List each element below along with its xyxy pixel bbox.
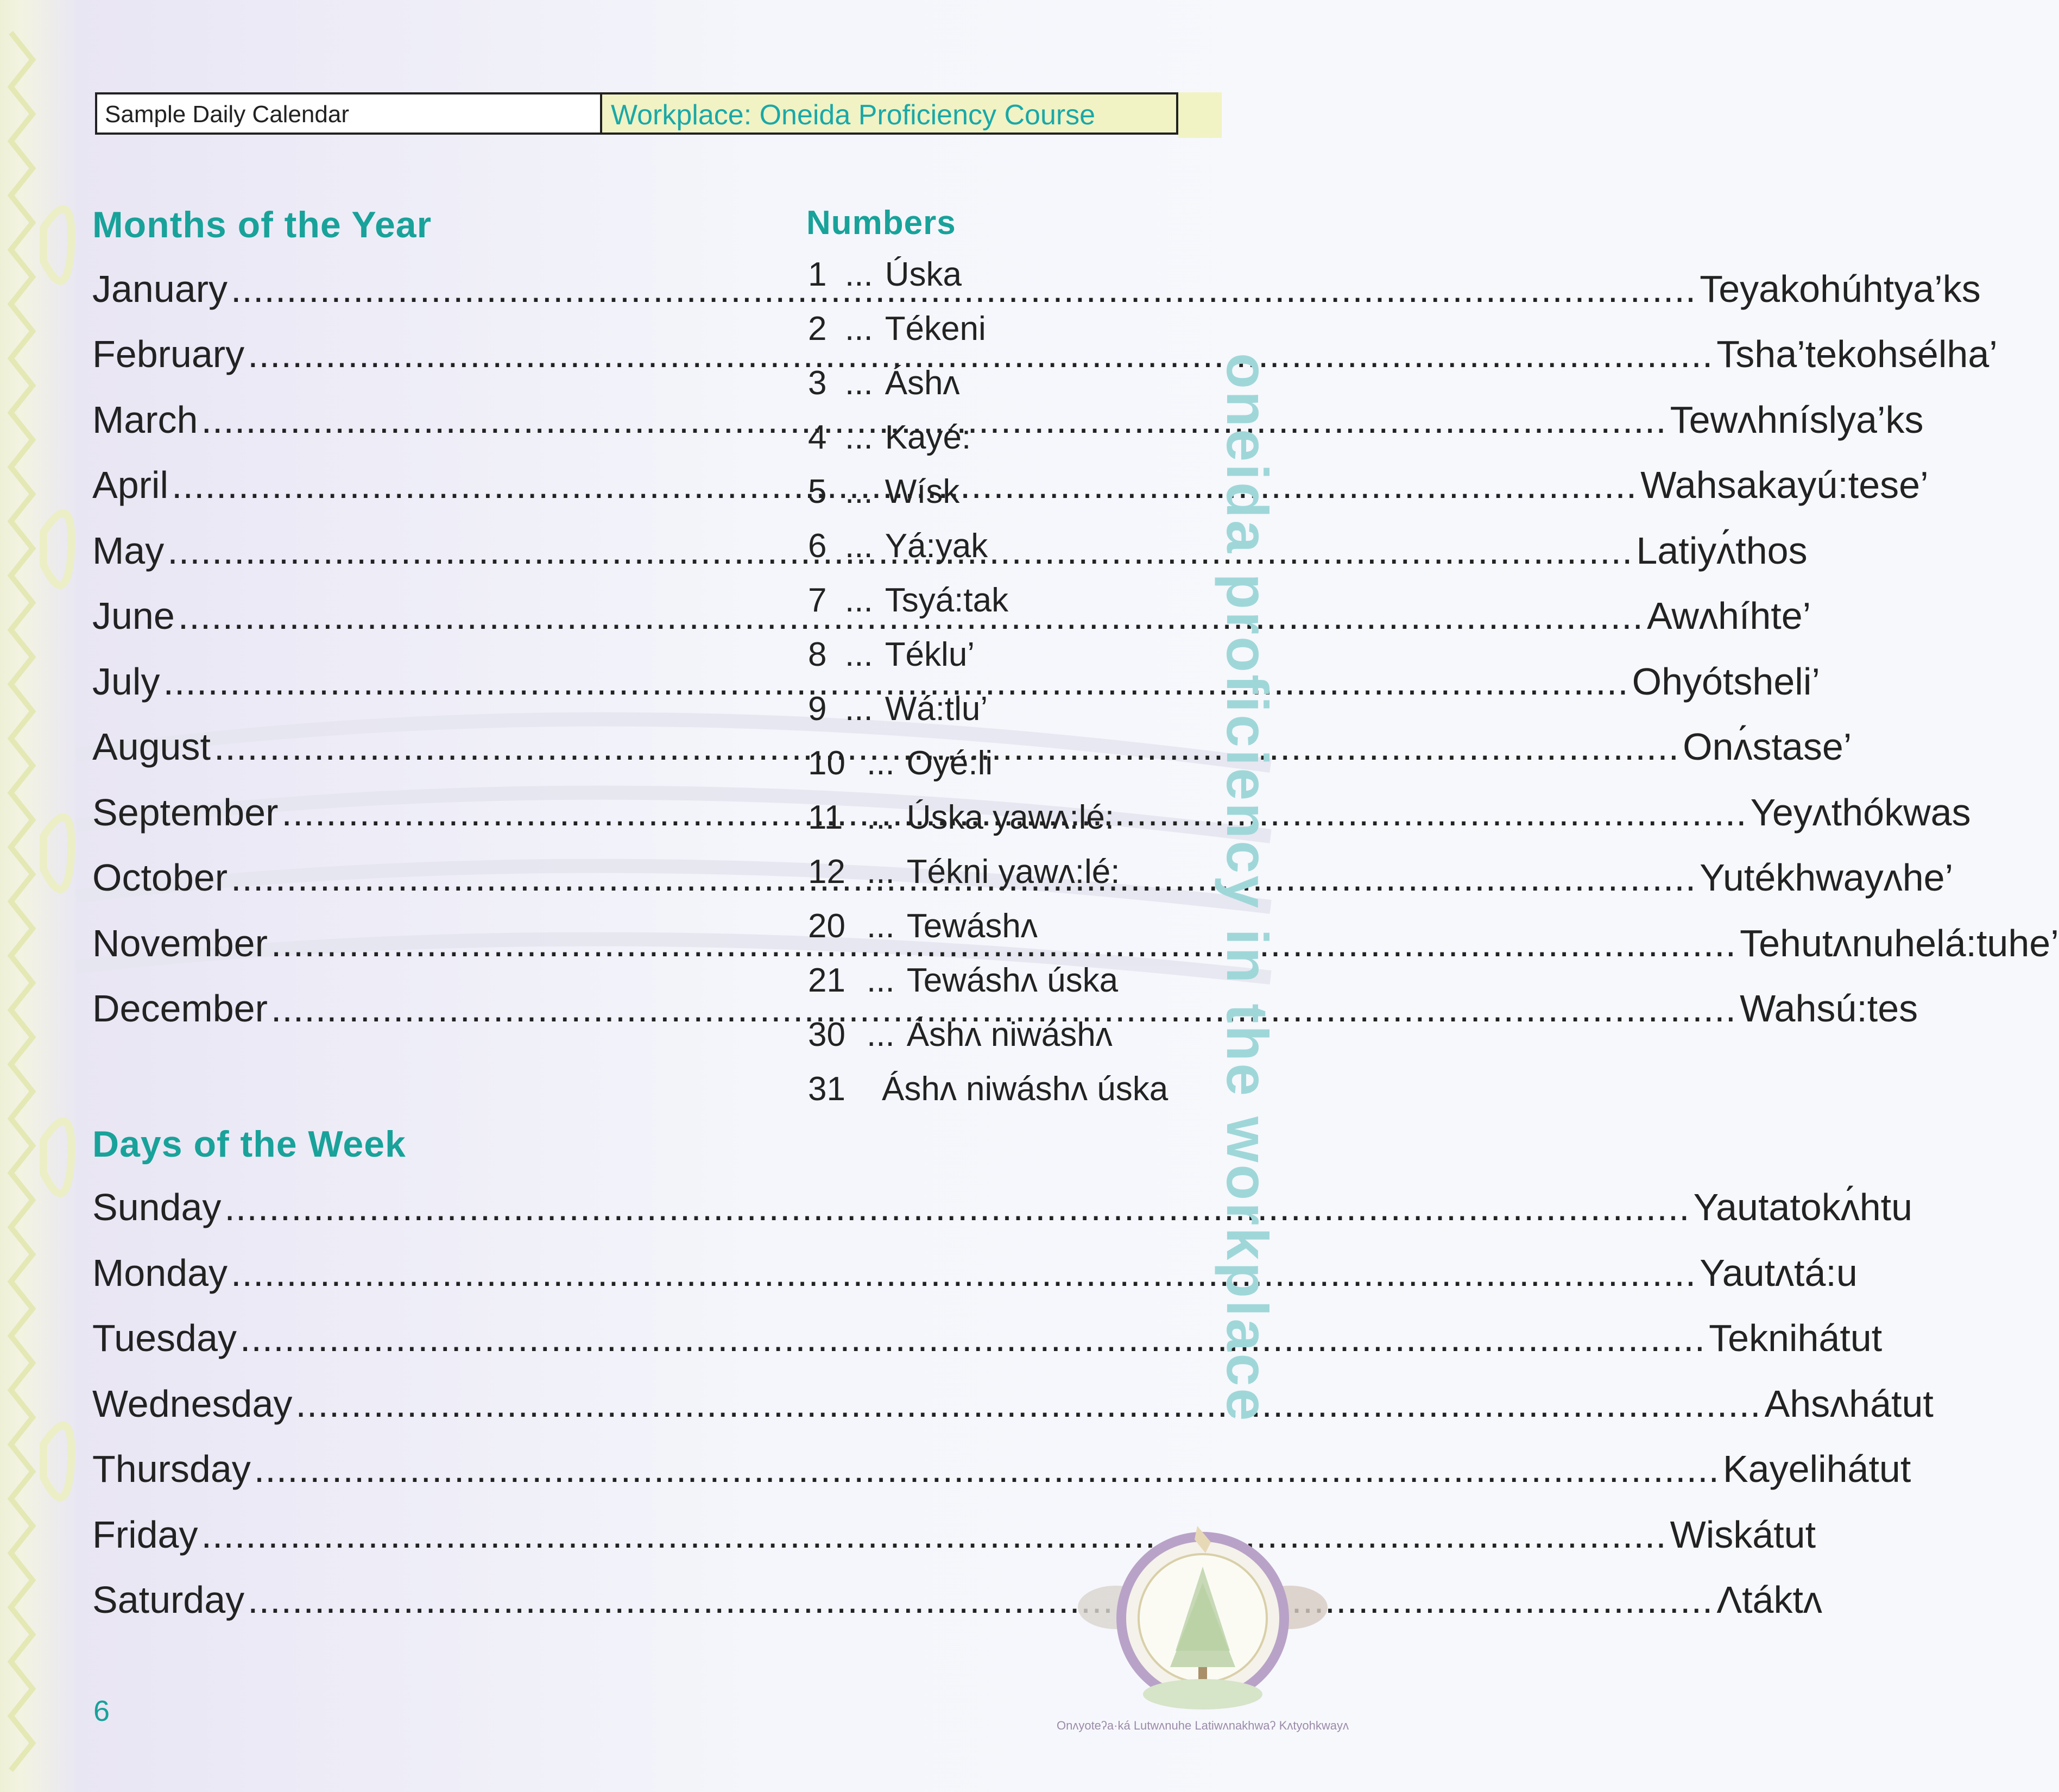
leader-dots	[224, 1185, 1690, 1229]
number-oneida: Tékeni	[885, 310, 986, 348]
header-document-type: Sample Daily Calendar	[97, 94, 602, 132]
month-oneida: Onʌ́stase’	[1683, 725, 1852, 768]
number-oneida: Oyé:li	[906, 744, 993, 782]
number-separator: ...	[867, 907, 895, 945]
number-row	[808, 690, 988, 739]
month-english: July	[92, 660, 160, 703]
number-digit: 3	[808, 364, 827, 402]
leader-dots	[248, 1578, 1713, 1621]
day-row	[92, 1185, 1913, 1234]
number-digit: 9	[808, 690, 827, 728]
seal-text: Onʌyoteʔa·ká Lutwʌnuhe Latiwʌnakhwaʔ Kʌtyohkwayʌ	[1056, 1719, 1349, 1732]
number-separator: ...	[845, 310, 873, 348]
month-english: September	[92, 791, 279, 834]
number-oneida: Kayé:	[885, 419, 971, 456]
month-oneida: Yeyʌthókwas	[1750, 791, 1971, 834]
day-oneida: Ʌtáktʌ	[1716, 1579, 1822, 1621]
months-section-title: Months of the Year	[92, 204, 432, 245]
month-english: June	[92, 595, 175, 637]
month-oneida: Tsha’tekohsélha’	[1716, 333, 1998, 375]
month-oneida: Wahsakayú:tese’	[1640, 464, 1929, 506]
number-digit: 31	[808, 1070, 845, 1108]
number-row	[808, 581, 1008, 630]
day-row	[92, 1382, 1934, 1431]
number-oneida: Tsyá:tak	[885, 582, 1009, 619]
number-separator: ...	[845, 419, 873, 456]
day-row	[92, 1578, 1822, 1627]
day-oneida: Yautʌtá:u	[1700, 1252, 1858, 1294]
number-digit: 10	[808, 744, 845, 782]
number-oneida: Áshʌ niwáshʌ úska	[882, 1070, 1169, 1108]
number-digit: 7	[808, 582, 827, 619]
month-oneida: Tewʌhníslya’ks	[1670, 399, 1924, 441]
number-row	[808, 961, 1118, 1010]
number-digit: 6	[808, 527, 827, 565]
month-english: January	[92, 268, 228, 310]
numbers-section-title: Numbers	[806, 204, 956, 242]
header-tail-fill	[1178, 92, 1222, 138]
header-workplace-course: Workplace: Oneida Proficiency Course	[602, 94, 1176, 132]
day-row	[92, 1251, 1858, 1300]
page-number: 6	[93, 1695, 110, 1727]
month-english: December	[92, 987, 268, 1030]
number-digit: 4	[808, 419, 827, 456]
number-digit: 21	[808, 962, 845, 999]
day-oneida: Yautatokʌ́htu	[1693, 1186, 1913, 1228]
day-english: Saturday	[92, 1579, 245, 1621]
day-row	[92, 1447, 1911, 1496]
number-oneida: Tewáshʌ	[906, 907, 1038, 945]
day-english: Wednesday	[92, 1383, 293, 1425]
number-separator: ...	[845, 256, 873, 293]
number-row	[808, 907, 1038, 956]
leader-dots	[231, 1251, 1696, 1295]
month-english: February	[92, 333, 245, 375]
month-oneida: Tehutʌnuhelá:tuhe’	[1740, 922, 2059, 964]
leader-dots	[240, 1316, 1706, 1360]
month-oneida: Awʌhíhte’	[1646, 595, 1811, 637]
number-separator: ...	[867, 962, 895, 999]
number-oneida: Úska	[885, 256, 962, 293]
days-section-title: Days of the Week	[92, 1124, 406, 1165]
number-separator: ...	[845, 690, 873, 728]
month-row	[92, 332, 1998, 381]
number-separator: ...	[845, 364, 873, 402]
number-row	[808, 255, 962, 304]
number-digit: 5	[808, 473, 827, 510]
number-separator: ...	[867, 799, 895, 836]
day-english: Monday	[92, 1252, 228, 1294]
number-oneida: Yá:yak	[885, 527, 988, 565]
day-english: Tuesday	[92, 1317, 237, 1359]
number-row	[808, 364, 960, 413]
day-english: Friday	[92, 1513, 198, 1556]
number-oneida: Tewáshʌ úska	[906, 962, 1119, 999]
number-digit: 2	[808, 310, 827, 348]
day-oneida: Ahsʌhátut	[1764, 1383, 1934, 1425]
number-row	[808, 744, 993, 793]
month-english: October	[92, 856, 228, 899]
day-english: Thursday	[92, 1448, 251, 1490]
leader-dots	[295, 1382, 1761, 1425]
number-separator: ...	[845, 582, 873, 619]
number-oneida: Téklu’	[885, 636, 975, 673]
number-digit: 11	[808, 799, 843, 836]
side-title: oneida proficiency in the workplace	[1215, 353, 1280, 1423]
number-row	[808, 853, 1120, 901]
number-separator: ...	[845, 473, 873, 510]
number-digit: 30	[808, 1016, 845, 1053]
number-separator: ...	[845, 527, 873, 565]
month-english: November	[92, 922, 268, 964]
number-digit: 8	[808, 636, 827, 673]
number-separator: ...	[867, 1016, 895, 1053]
number-oneida: Úska yawʌ:lé:	[906, 799, 1115, 836]
number-row	[808, 310, 986, 358]
day-row	[92, 1316, 1883, 1365]
month-oneida: Ohyótsheli’	[1632, 660, 1820, 703]
number-row	[808, 418, 971, 467]
number-oneida: Tékni yawʌ:lé:	[906, 853, 1120, 891]
day-row	[92, 1513, 1816, 1562]
number-digit: 12	[808, 853, 845, 891]
oneida-seal-logo	[1056, 1515, 1349, 1743]
number-separator: ...	[867, 853, 895, 891]
number-row	[808, 1015, 1113, 1064]
day-oneida: Kayelihátut	[1722, 1448, 1911, 1490]
month-oneida: Teyakohúhtya’ks	[1700, 268, 1981, 310]
number-separator: ...	[845, 636, 873, 673]
number-digit: 1	[808, 256, 827, 293]
month-oneida: Wahsú:tes	[1740, 987, 1918, 1030]
leader-dots	[254, 1447, 1720, 1491]
month-english: August	[92, 725, 211, 768]
month-english: April	[92, 464, 169, 506]
number-separator: ...	[867, 744, 895, 782]
header-bar	[95, 92, 1178, 135]
number-row	[808, 798, 1114, 847]
month-english: May	[92, 529, 165, 572]
day-english: Sunday	[92, 1186, 222, 1228]
number-oneida: Áshʌ niwáshʌ	[906, 1016, 1113, 1053]
day-oneida: Teknihátut	[1709, 1317, 1883, 1359]
number-oneida: Wísk	[885, 473, 960, 510]
month-oneida: Latiyʌ́thos	[1636, 529, 1808, 572]
leader-dots	[201, 1513, 1666, 1556]
leader-dots	[231, 267, 1696, 311]
number-oneida: Áshʌ	[885, 364, 960, 402]
number-oneida: Wá:tlu’	[885, 690, 988, 728]
beadwork-border-decoration	[0, 0, 76, 1792]
number-digit: 20	[808, 907, 845, 945]
number-row	[808, 527, 988, 576]
number-row	[808, 1070, 1168, 1119]
number-row	[808, 472, 959, 521]
number-row	[808, 635, 975, 684]
month-english: March	[92, 399, 198, 441]
month-oneida: Yutékhwayʌhe’	[1700, 856, 1954, 899]
day-oneida: Wiskátut	[1670, 1513, 1816, 1556]
